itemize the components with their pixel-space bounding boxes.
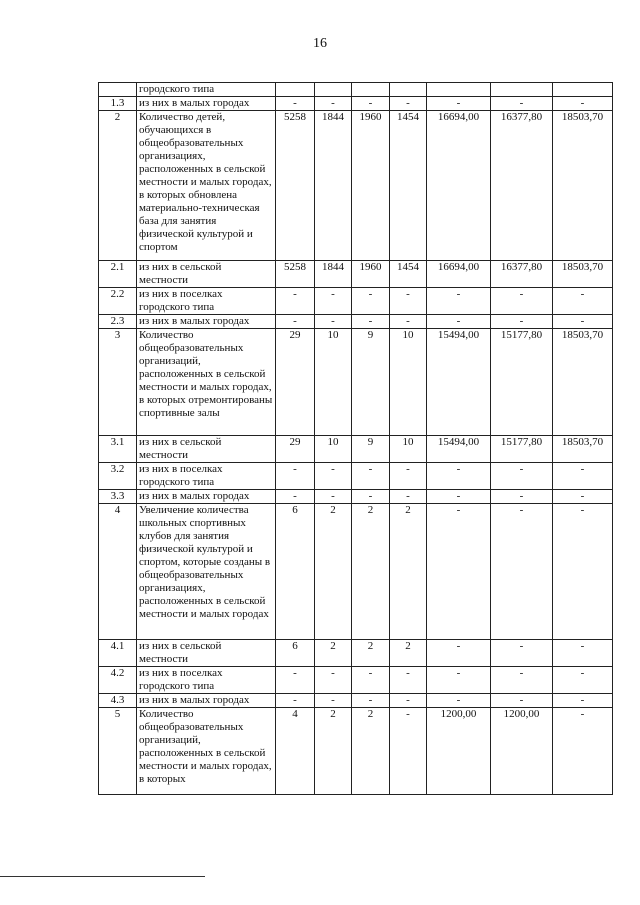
value-cell (352, 83, 390, 97)
value-cell: - (276, 490, 315, 504)
table-row (99, 640, 613, 667)
row-label: Количество общеобразовательных организаций, расположенных в сельской местности и малых городах, в которых (137, 708, 276, 795)
value-cell: - (553, 667, 613, 694)
table-row (99, 436, 613, 463)
value-cell: 29 (276, 329, 315, 436)
value-cell: 1200,00 (427, 708, 491, 795)
value-cell: - (276, 288, 315, 315)
value-cell: - (390, 667, 427, 694)
value-cell: 10 (390, 436, 427, 463)
value-cell: 2 (352, 640, 390, 667)
value-cell: 18503,70 (553, 111, 613, 261)
value-cell: - (553, 315, 613, 329)
value-cell: 18503,70 (553, 261, 613, 288)
table-row (99, 463, 613, 490)
page-number: 16 (313, 36, 327, 51)
value-cell: 2 (315, 504, 352, 640)
value-cell: 2 (390, 640, 427, 667)
row-label: Количество общеобразовательных организаций, расположенных в сельской местности и малых городах, в которых отремонтированы спортивные залы (137, 329, 276, 436)
value-cell: 1454 (390, 111, 427, 261)
value-cell: 9 (352, 436, 390, 463)
row-number: 5 (99, 708, 137, 795)
value-cell: - (352, 315, 390, 329)
value-cell (427, 83, 491, 97)
table-row (99, 708, 613, 795)
row-label: из них в сельской местности (137, 640, 276, 667)
value-cell: - (427, 694, 491, 708)
value-cell: - (491, 694, 553, 708)
value-cell: - (427, 667, 491, 694)
value-cell: - (352, 288, 390, 315)
value-cell: - (390, 315, 427, 329)
value-cell: 15494,00 (427, 436, 491, 463)
value-cell: - (491, 97, 553, 111)
table-row (99, 315, 613, 329)
value-cell: - (390, 490, 427, 504)
value-cell: - (553, 640, 613, 667)
value-cell: - (427, 504, 491, 640)
value-cell: 18503,70 (553, 329, 613, 436)
table-row (99, 83, 613, 97)
row-label: городского типа (137, 83, 276, 97)
value-cell: - (315, 490, 352, 504)
value-cell: - (427, 288, 491, 315)
value-cell: 10 (315, 436, 352, 463)
value-cell: 6 (276, 640, 315, 667)
value-cell: 16694,00 (427, 261, 491, 288)
row-number: 3.1 (99, 436, 137, 463)
value-cell: - (352, 463, 390, 490)
row-label: из них в поселках городского типа (137, 463, 276, 490)
row-label: из них в малых городах (137, 97, 276, 111)
value-cell: - (315, 288, 352, 315)
value-cell: 10 (315, 329, 352, 436)
row-label: из них в малых городах (137, 490, 276, 504)
table-row (99, 694, 613, 708)
row-label: из них в сельской местности (137, 436, 276, 463)
value-cell: 5258 (276, 261, 315, 288)
value-cell: - (427, 490, 491, 504)
row-number: 2.3 (99, 315, 137, 329)
table-body (99, 83, 613, 795)
value-cell: - (352, 97, 390, 111)
table-row (99, 288, 613, 315)
table-row (99, 329, 613, 436)
value-cell: 2 (315, 640, 352, 667)
value-cell: - (427, 97, 491, 111)
row-number: 3 (99, 329, 137, 436)
value-cell: - (553, 97, 613, 111)
value-cell: 16377,80 (491, 111, 553, 261)
value-cell: - (553, 490, 613, 504)
value-cell: 5258 (276, 111, 315, 261)
value-cell: 2 (352, 504, 390, 640)
value-cell: - (315, 97, 352, 111)
row-label: из них в поселках городского типа (137, 288, 276, 315)
value-cell: - (390, 288, 427, 315)
value-cell: - (390, 463, 427, 490)
row-label: Количество детей, обучающихся в общеобразовательных организациях, расположенных в сельской местности и малых городах, в которых обновлена материально-техническая база для занятия физической культурой и спортом (137, 111, 276, 261)
value-cell: - (427, 463, 491, 490)
value-cell: - (352, 667, 390, 694)
row-number: 4.1 (99, 640, 137, 667)
value-cell: - (491, 667, 553, 694)
value-cell: - (390, 694, 427, 708)
data-table (98, 82, 613, 795)
row-label: из них в малых городах (137, 694, 276, 708)
value-cell: - (491, 490, 553, 504)
table-row (99, 490, 613, 504)
table-row (99, 667, 613, 694)
value-cell: - (553, 504, 613, 640)
footnote-divider (0, 876, 205, 877)
value-cell (276, 83, 315, 97)
row-number: 4.3 (99, 694, 137, 708)
value-cell (390, 83, 427, 97)
value-cell: 2 (390, 504, 427, 640)
value-cell: 2 (352, 708, 390, 795)
row-number: 2.2 (99, 288, 137, 315)
value-cell: 10 (390, 329, 427, 436)
value-cell: 4 (276, 708, 315, 795)
value-cell (553, 83, 613, 97)
value-cell: 1844 (315, 111, 352, 261)
value-cell: - (315, 315, 352, 329)
value-cell: 2 (315, 708, 352, 795)
row-label: из них в сельской местности (137, 261, 276, 288)
value-cell: - (315, 463, 352, 490)
value-cell: - (390, 708, 427, 795)
value-cell: 16694,00 (427, 111, 491, 261)
row-number: 3.2 (99, 463, 137, 490)
row-label: из них в малых городах (137, 315, 276, 329)
value-cell: - (276, 667, 315, 694)
value-cell: 15177,80 (491, 436, 553, 463)
value-cell: - (276, 694, 315, 708)
row-number: 2 (99, 111, 137, 261)
value-cell: - (491, 315, 553, 329)
value-cell: - (352, 490, 390, 504)
value-cell: 18503,70 (553, 436, 613, 463)
table-row (99, 97, 613, 111)
value-cell: 1454 (390, 261, 427, 288)
value-cell: 9 (352, 329, 390, 436)
row-number: 2.1 (99, 261, 137, 288)
row-number: 4 (99, 504, 137, 640)
value-cell: 6 (276, 504, 315, 640)
value-cell: 16377,80 (491, 261, 553, 288)
value-cell (491, 83, 553, 97)
value-cell: 1200,00 (491, 708, 553, 795)
value-cell: - (427, 315, 491, 329)
value-cell: - (553, 708, 613, 795)
row-label: из них в поселках городского типа (137, 667, 276, 694)
value-cell: 1844 (315, 261, 352, 288)
row-label: Увеличение количества школьных спортивных клубов для занятия физической культурой и спортом, которые созданы в общеобразовательных организациях, расположенных в сельской местности и малых городах (137, 504, 276, 640)
row-number: 4.2 (99, 667, 137, 694)
value-cell: - (491, 640, 553, 667)
value-cell: - (491, 504, 553, 640)
table-row (99, 261, 613, 288)
value-cell: 15177,80 (491, 329, 553, 436)
row-number: 3.3 (99, 490, 137, 504)
value-cell: - (491, 288, 553, 315)
value-cell: - (276, 315, 315, 329)
value-cell: 1960 (352, 261, 390, 288)
value-cell: - (553, 288, 613, 315)
value-cell: - (276, 97, 315, 111)
value-cell: 1960 (352, 111, 390, 261)
value-cell: 29 (276, 436, 315, 463)
value-cell (315, 83, 352, 97)
value-cell: - (352, 694, 390, 708)
value-cell: - (553, 694, 613, 708)
value-cell: - (315, 667, 352, 694)
table-row (99, 504, 613, 640)
row-number: 1.3 (99, 97, 137, 111)
row-number (99, 83, 137, 97)
value-cell: - (553, 463, 613, 490)
table-row (99, 111, 613, 261)
value-cell: - (390, 97, 427, 111)
value-cell: 15494,00 (427, 329, 491, 436)
value-cell: - (491, 463, 553, 490)
value-cell: - (276, 463, 315, 490)
value-cell: - (315, 694, 352, 708)
value-cell: - (427, 640, 491, 667)
